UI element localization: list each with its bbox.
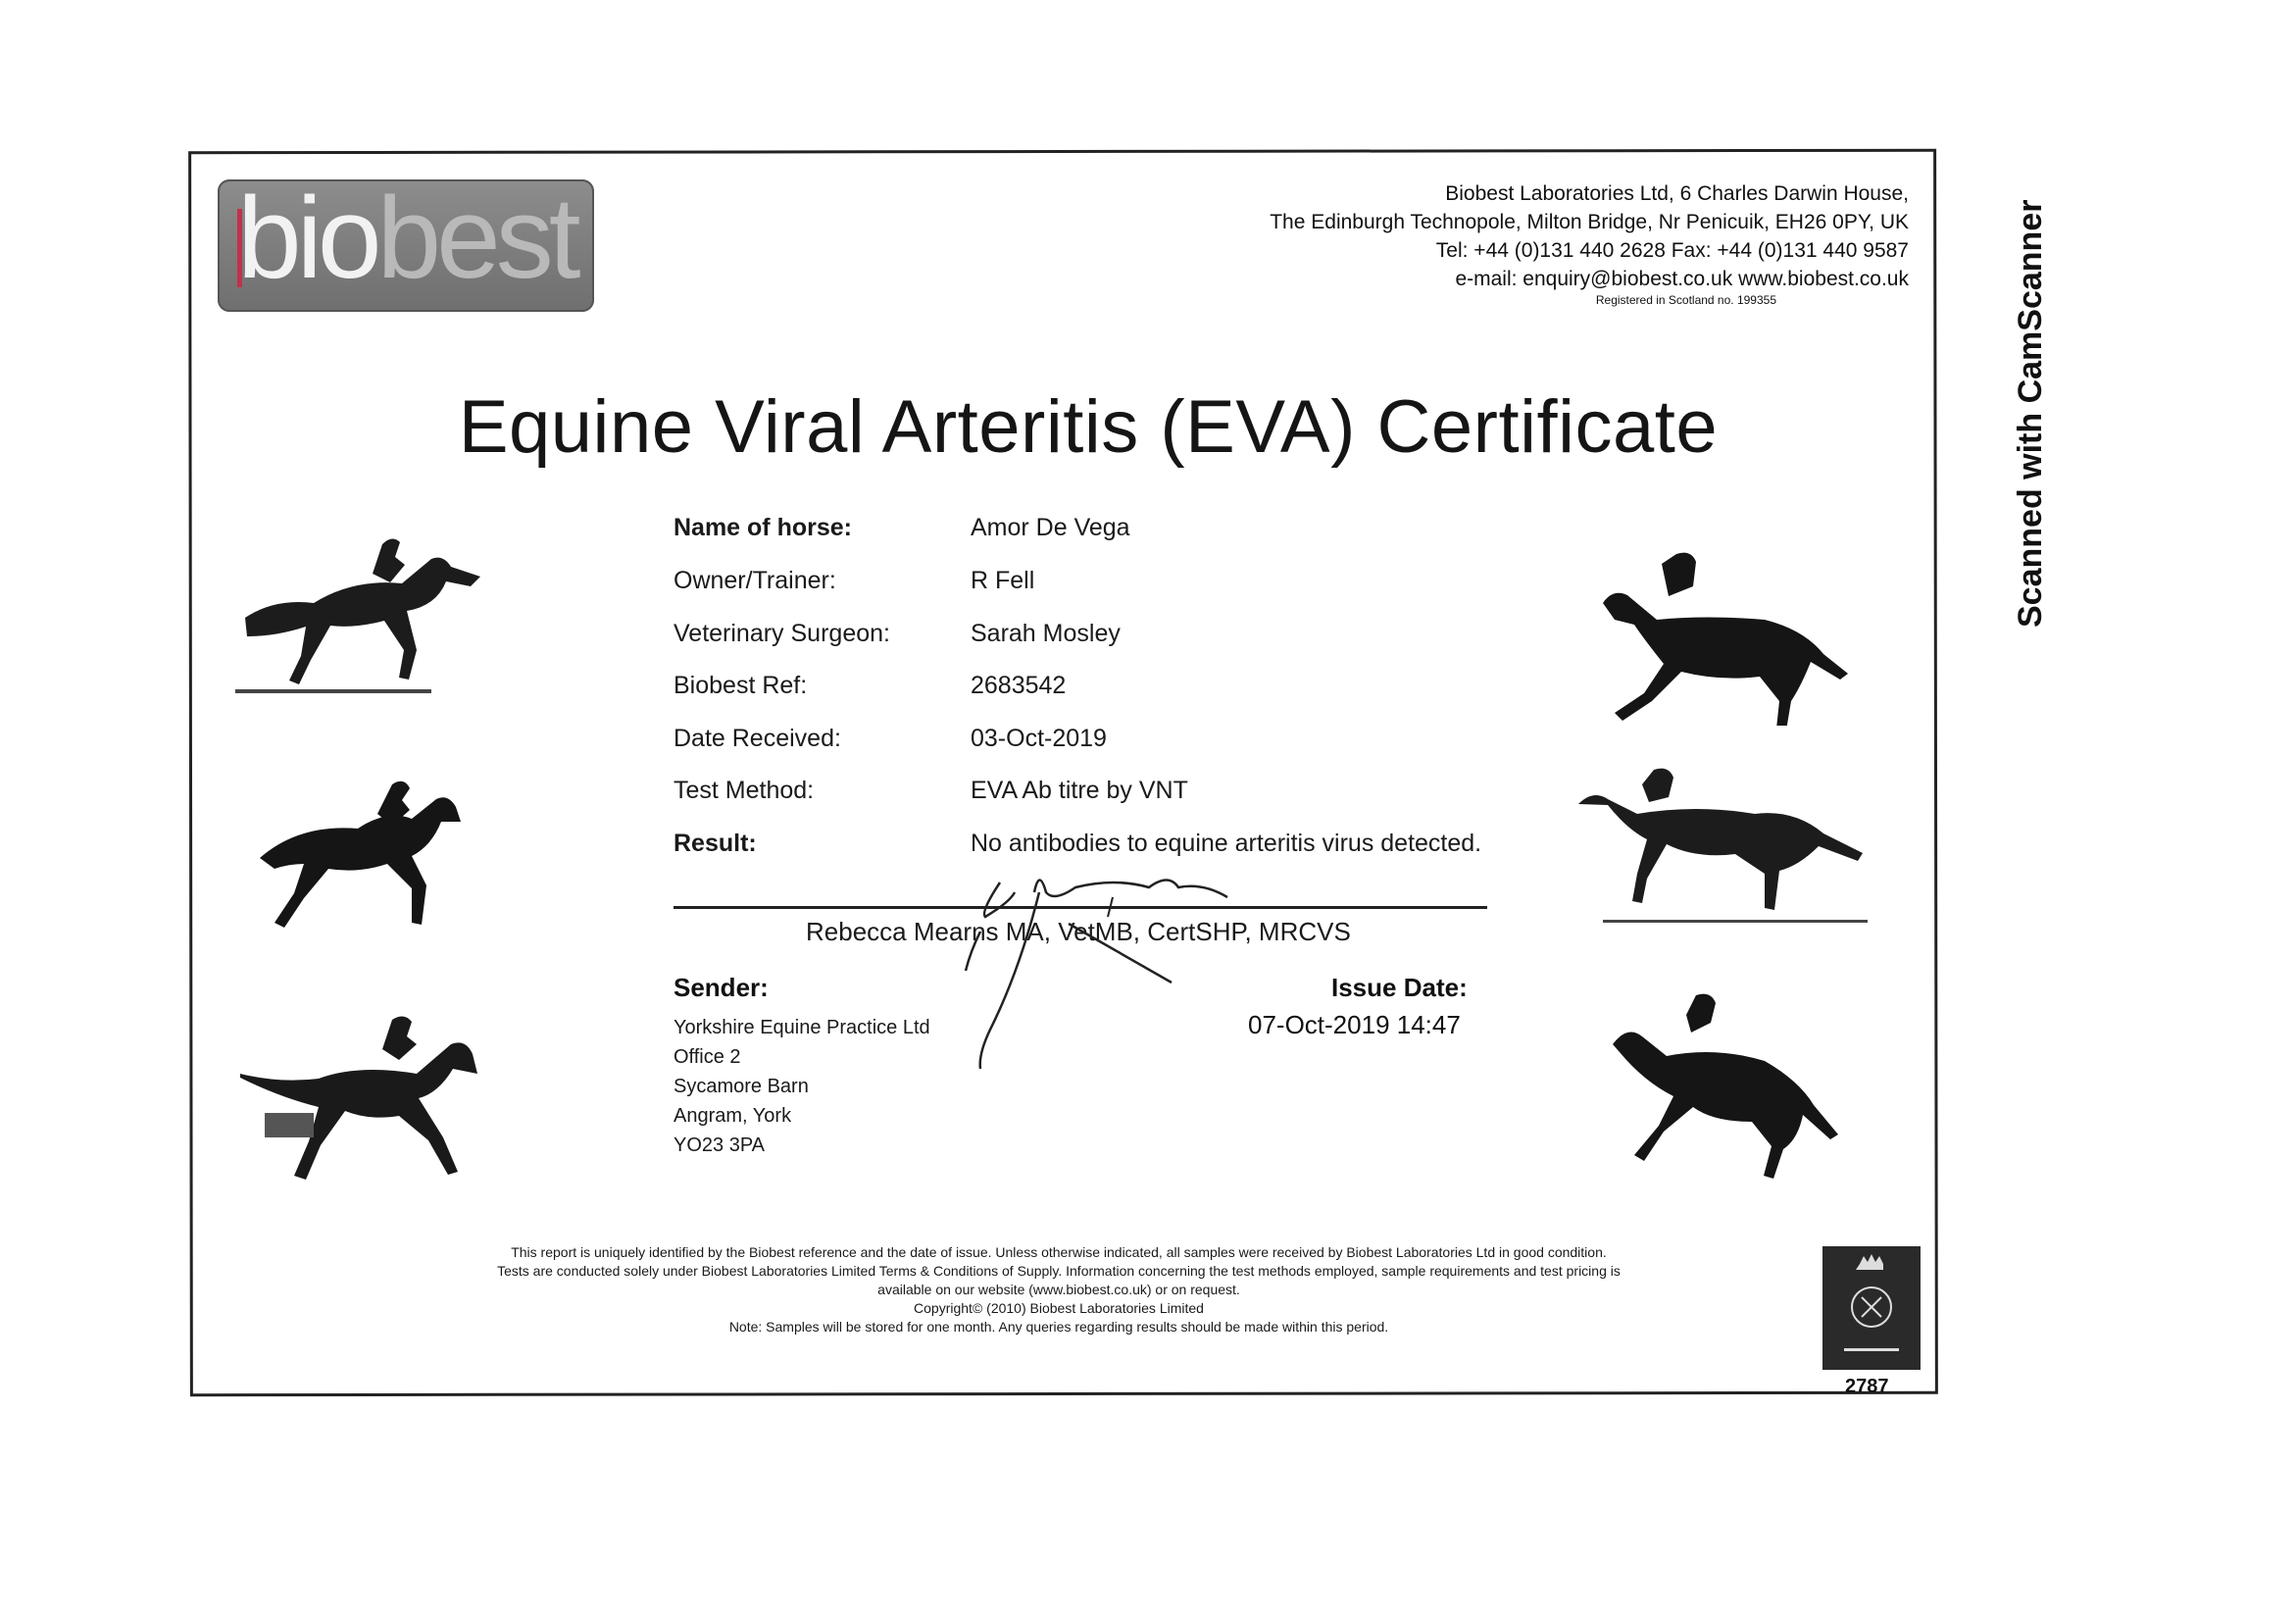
logo-text bbox=[237, 172, 576, 305]
lab-phone: Tel: +44 (0)131 440 2628 Fax: +44 (0)131 440 9587 bbox=[1435, 239, 1909, 262]
lab-registration: Registered in Scotland no. 199355 bbox=[1595, 293, 1776, 307]
disclaimer-footer bbox=[333, 1243, 1784, 1336]
ukas-accreditation-mark bbox=[1822, 1246, 1921, 1370]
certificate-title: Equine Viral Arteritis (EVA) Certificate bbox=[458, 385, 1719, 469]
field-label-result: Result: bbox=[674, 830, 757, 857]
ukas-number: 2787 bbox=[1845, 1376, 1889, 1397]
field-value-horse-name: Amor De Vega bbox=[971, 514, 1130, 541]
field-value-date-received: 03-Oct-2019 bbox=[971, 725, 1107, 752]
field-value-result: No antibodies to equine arteritis virus detected. bbox=[971, 830, 1482, 857]
camscanner-watermark: Scanned with CamScanner bbox=[2012, 199, 2049, 628]
sender-line-1: Yorkshire Equine Practice Ltd bbox=[674, 1017, 930, 1038]
racehorse-illustration-left-2 bbox=[240, 765, 475, 951]
racehorse-illustration-right-1 bbox=[1573, 544, 1858, 726]
field-value-owner: R Fell bbox=[971, 567, 1035, 594]
footer-line-4: Copyright© (2010) Biobest Laboratories Limited bbox=[914, 1300, 1204, 1316]
sender-heading: Sender: bbox=[674, 973, 769, 1002]
sender-line-3: Sycamore Barn bbox=[674, 1076, 809, 1097]
footer-line-2: Tests are conducted solely under Biobest Laboratories Limited Terms & Conditions of Supply. Information concerning the test methods employed, sample requirements and test pricing is bbox=[497, 1263, 1621, 1279]
footer-line-5: Note: Samples will be stored for one month. Any queries regarding results should be made within this period. bbox=[728, 1319, 1389, 1335]
footer-line-1: This report is uniquely identified by the Biobest reference and the date of issue. Unless otherwise indicated, all samples were received by Biobest Laboratories Ltd in good condition. bbox=[511, 1244, 1607, 1260]
biobest-logo bbox=[218, 174, 594, 312]
field-label-horse-name: Name of horse: bbox=[674, 514, 852, 541]
racehorse-illustration-right-3 bbox=[1608, 990, 1853, 1186]
field-label-date-received: Date Received: bbox=[674, 725, 841, 752]
field-value-test-method: EVA Ab titre by VNT bbox=[971, 777, 1188, 804]
field-value-vet: Sarah Mosley bbox=[971, 620, 1121, 647]
lab-email-web: e-mail: enquiry@biobest.co.uk www.biobest.co.uk bbox=[1455, 268, 1909, 290]
field-label-vet: Veterinary Surgeon: bbox=[674, 620, 890, 647]
racehorse-illustration-left-1 bbox=[235, 534, 510, 701]
footer-line-3: available on our website (www.biobest.co.uk) or on request. bbox=[877, 1282, 1240, 1297]
issue-date-value: 07-Oct-2019 14:47 bbox=[1248, 1010, 1461, 1039]
logo-text-best: best bbox=[376, 174, 576, 303]
racehorse-illustration-right-2 bbox=[1573, 765, 1868, 932]
field-label-owner: Owner/Trainer: bbox=[674, 567, 836, 594]
sender-line-2: Office 2 bbox=[674, 1046, 741, 1068]
lab-address-line-2: The Edinburgh Technopole, Milton Bridge, Nr Penicuik, EH26 0PY, UK bbox=[1270, 211, 1909, 233]
field-label-test-method: Test Method: bbox=[674, 777, 815, 804]
field-label-ref: Biobest Ref: bbox=[674, 672, 808, 699]
racehorse-illustration-left-3 bbox=[235, 1005, 510, 1191]
issue-date-heading: Issue Date: bbox=[1331, 973, 1468, 1002]
sender-line-5: YO23 3PA bbox=[674, 1134, 766, 1156]
crown-emblem-icon bbox=[1822, 1246, 1921, 1370]
sender-line-4: Angram, York bbox=[674, 1105, 792, 1127]
field-value-ref: 2683542 bbox=[971, 672, 1067, 699]
lab-address-line-1: Biobest Laboratories Ltd, 6 Charles Darwin House, bbox=[1445, 182, 1909, 205]
lab-address bbox=[1270, 179, 1909, 307]
signer-name: Rebecca Mearns MA, VetMB, CertSHP, MRCVS bbox=[806, 917, 1351, 946]
logo-text-bio: bio bbox=[237, 174, 377, 303]
